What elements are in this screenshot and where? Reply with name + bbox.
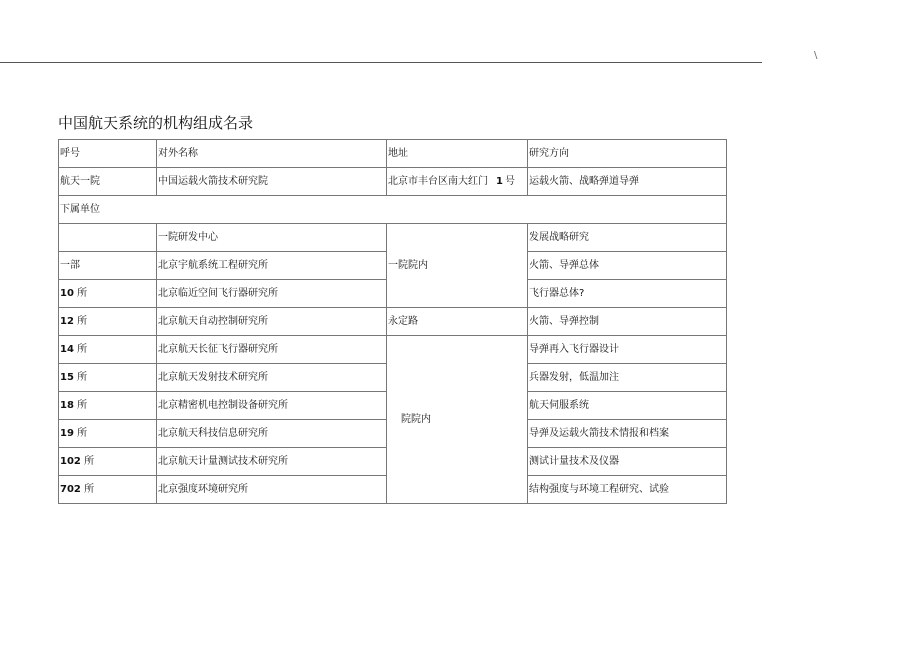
unit-name: 北京精密机电控制设备研究所 (157, 392, 387, 420)
unit-code: 702 所 (59, 476, 157, 504)
merged-address-group3: 院院内 (387, 336, 528, 504)
subordinate-row (59, 196, 727, 224)
unit-code: 12 所 (59, 308, 157, 336)
unit-research: 测试计量技术及仪器 (528, 448, 727, 476)
unit-name: 北京航天科技信息研究所 (157, 420, 387, 448)
unit-name: 北京航天发射技术研究所 (157, 364, 387, 392)
unit-name: 北京宇航系统工程研究所 (157, 252, 387, 280)
unit-name: 北京航天自动控制研究所 (157, 308, 387, 336)
unit-research: 兵器发射，低温加注 (528, 364, 727, 392)
merged-address-group1: 一院院内 (387, 224, 528, 308)
unit-name: 北京强度环境研究所 (157, 476, 387, 504)
unit-code: 14 所 (59, 336, 157, 364)
table-row (59, 336, 727, 364)
header-address: 地址 (387, 140, 528, 168)
unit-code: 15 所 (59, 364, 157, 392)
unit-name: 北京航天计量测试技术研究所 (157, 448, 387, 476)
unit-research: 火箭、导弹总体 (528, 252, 727, 280)
table-row (59, 224, 727, 252)
unit-code: 19 所 (59, 420, 157, 448)
subordinate-label: 下属单位 (59, 196, 727, 224)
corner-mark: \ (814, 50, 818, 61)
unit-research: 结构强度与环境工程研究、试验 (528, 476, 727, 504)
academy-research: 运载火箭、战略弹道导弹 (528, 168, 727, 196)
unit-code: 10 所 (59, 280, 157, 308)
academy-address-text: 北京市丰台区南大红门 (388, 175, 488, 187)
unit-research: 航天伺服系统 (528, 392, 727, 420)
header-name: 对外名称 (157, 140, 387, 168)
academy-address (387, 168, 528, 196)
academy-address-number: 1 (496, 175, 503, 187)
table-row (59, 168, 727, 196)
unit-name: 北京航天长征飞行器研究所 (157, 336, 387, 364)
merged-address-group2: 永定路 (387, 308, 528, 336)
header-callsign: 呼号 (59, 140, 157, 168)
header-research: 研究方向 (528, 140, 727, 168)
page-title: 中国航天系统的机构组成名录 (58, 114, 254, 132)
unit-code: 102 所 (59, 448, 157, 476)
unit-research: 发展战略研究 (528, 224, 727, 252)
unit-research: 火箭、导弹控制 (528, 308, 727, 336)
unit-code (59, 224, 157, 252)
unit-research: 导弹及运载火箭技术情报和档案 (528, 420, 727, 448)
unit-research: 飞行器总体? (528, 280, 727, 308)
organization-table (58, 139, 727, 504)
unit-research: 导弹再入飞行器设计 (528, 336, 727, 364)
unit-code: 一部 (59, 252, 157, 280)
academy-address-suffix: 号 (504, 175, 515, 187)
unit-name: 北京临近空间飞行器研究所 (157, 280, 387, 308)
unit-name: 一院研发中心 (157, 224, 387, 252)
table-header-row (59, 140, 727, 168)
table-row (59, 308, 727, 336)
academy-name: 中国运载火箭技术研究院 (157, 168, 387, 196)
academy-callsign: 航天一院 (59, 168, 157, 196)
unit-code: 18 所 (59, 392, 157, 420)
top-rule (0, 62, 762, 63)
